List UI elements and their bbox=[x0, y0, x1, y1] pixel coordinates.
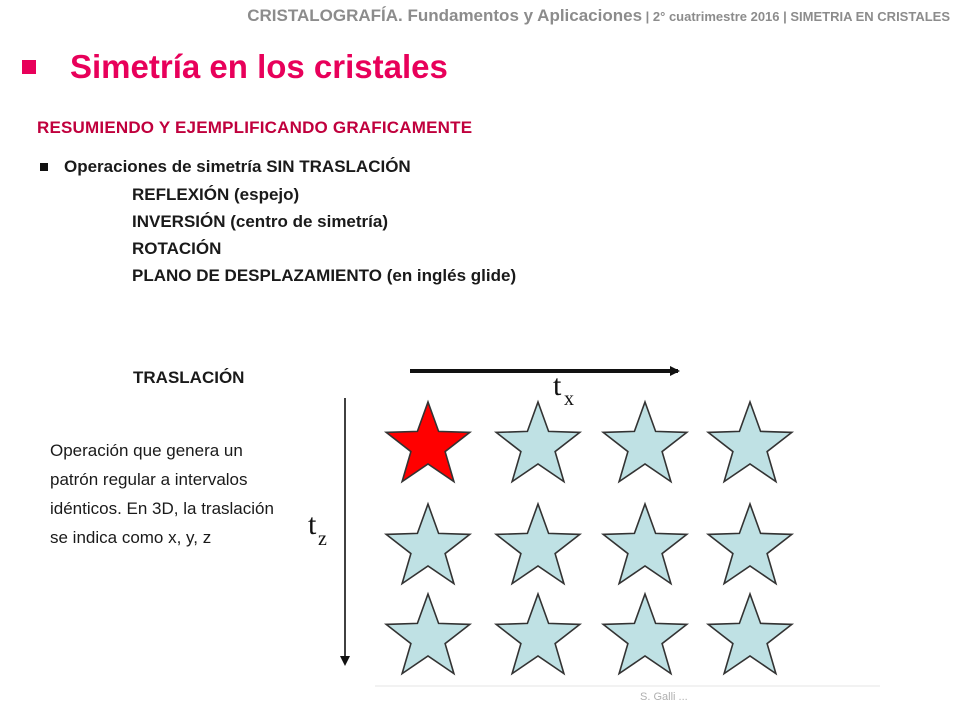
star-icon bbox=[603, 504, 687, 584]
star-icon bbox=[603, 594, 687, 674]
operations-heading: Operaciones de simetría SIN TRASLACIÓN bbox=[64, 157, 411, 176]
course-title: CRISTALOGRAFÍA. Fundamentos y Aplicaciones bbox=[247, 6, 643, 25]
list-item: REFLEXIÓN (espejo) bbox=[132, 185, 300, 204]
z-axis-subscript: z bbox=[318, 528, 327, 550]
figure-credit: S. Galli ... bbox=[640, 691, 688, 703]
slide-title: Simetría en los cristales bbox=[70, 48, 448, 85]
list-item: ROTACIÓN bbox=[132, 239, 222, 258]
list-item: INVERSIÓN (centro de simetría) bbox=[132, 212, 389, 231]
star-icon bbox=[603, 402, 687, 482]
star-grid bbox=[386, 402, 792, 674]
course-meta: | 2° cuatrimestre 2016 | SIMETRIA EN CRISTALES bbox=[642, 9, 950, 24]
star-icon bbox=[496, 402, 580, 482]
star-icon bbox=[496, 594, 580, 674]
z-axis-label: t bbox=[308, 508, 317, 541]
x-axis-subscript: x bbox=[564, 388, 574, 410]
star-icon bbox=[386, 594, 470, 674]
highlighted-star-icon bbox=[386, 402, 470, 482]
star-icon bbox=[496, 504, 580, 584]
x-axis-label: t bbox=[553, 369, 562, 402]
translation-heading: TRASLACIÓN bbox=[133, 368, 245, 387]
star-icon bbox=[708, 504, 792, 584]
star-icon bbox=[708, 594, 792, 674]
star-icon bbox=[708, 402, 792, 482]
slide-subtitle: RESUMIENDO Y EJEMPLIFICANDO GRAFICAMENTE bbox=[37, 118, 473, 137]
list-item: PLANO DE DESPLAZAMIENTO (en inglés glide) bbox=[132, 266, 517, 285]
star-icon bbox=[386, 504, 470, 584]
translation-description: Operación que genera un patrón regular a intervalos idénticos. En 3D, la traslación se indica como x, y, z bbox=[50, 441, 274, 547]
